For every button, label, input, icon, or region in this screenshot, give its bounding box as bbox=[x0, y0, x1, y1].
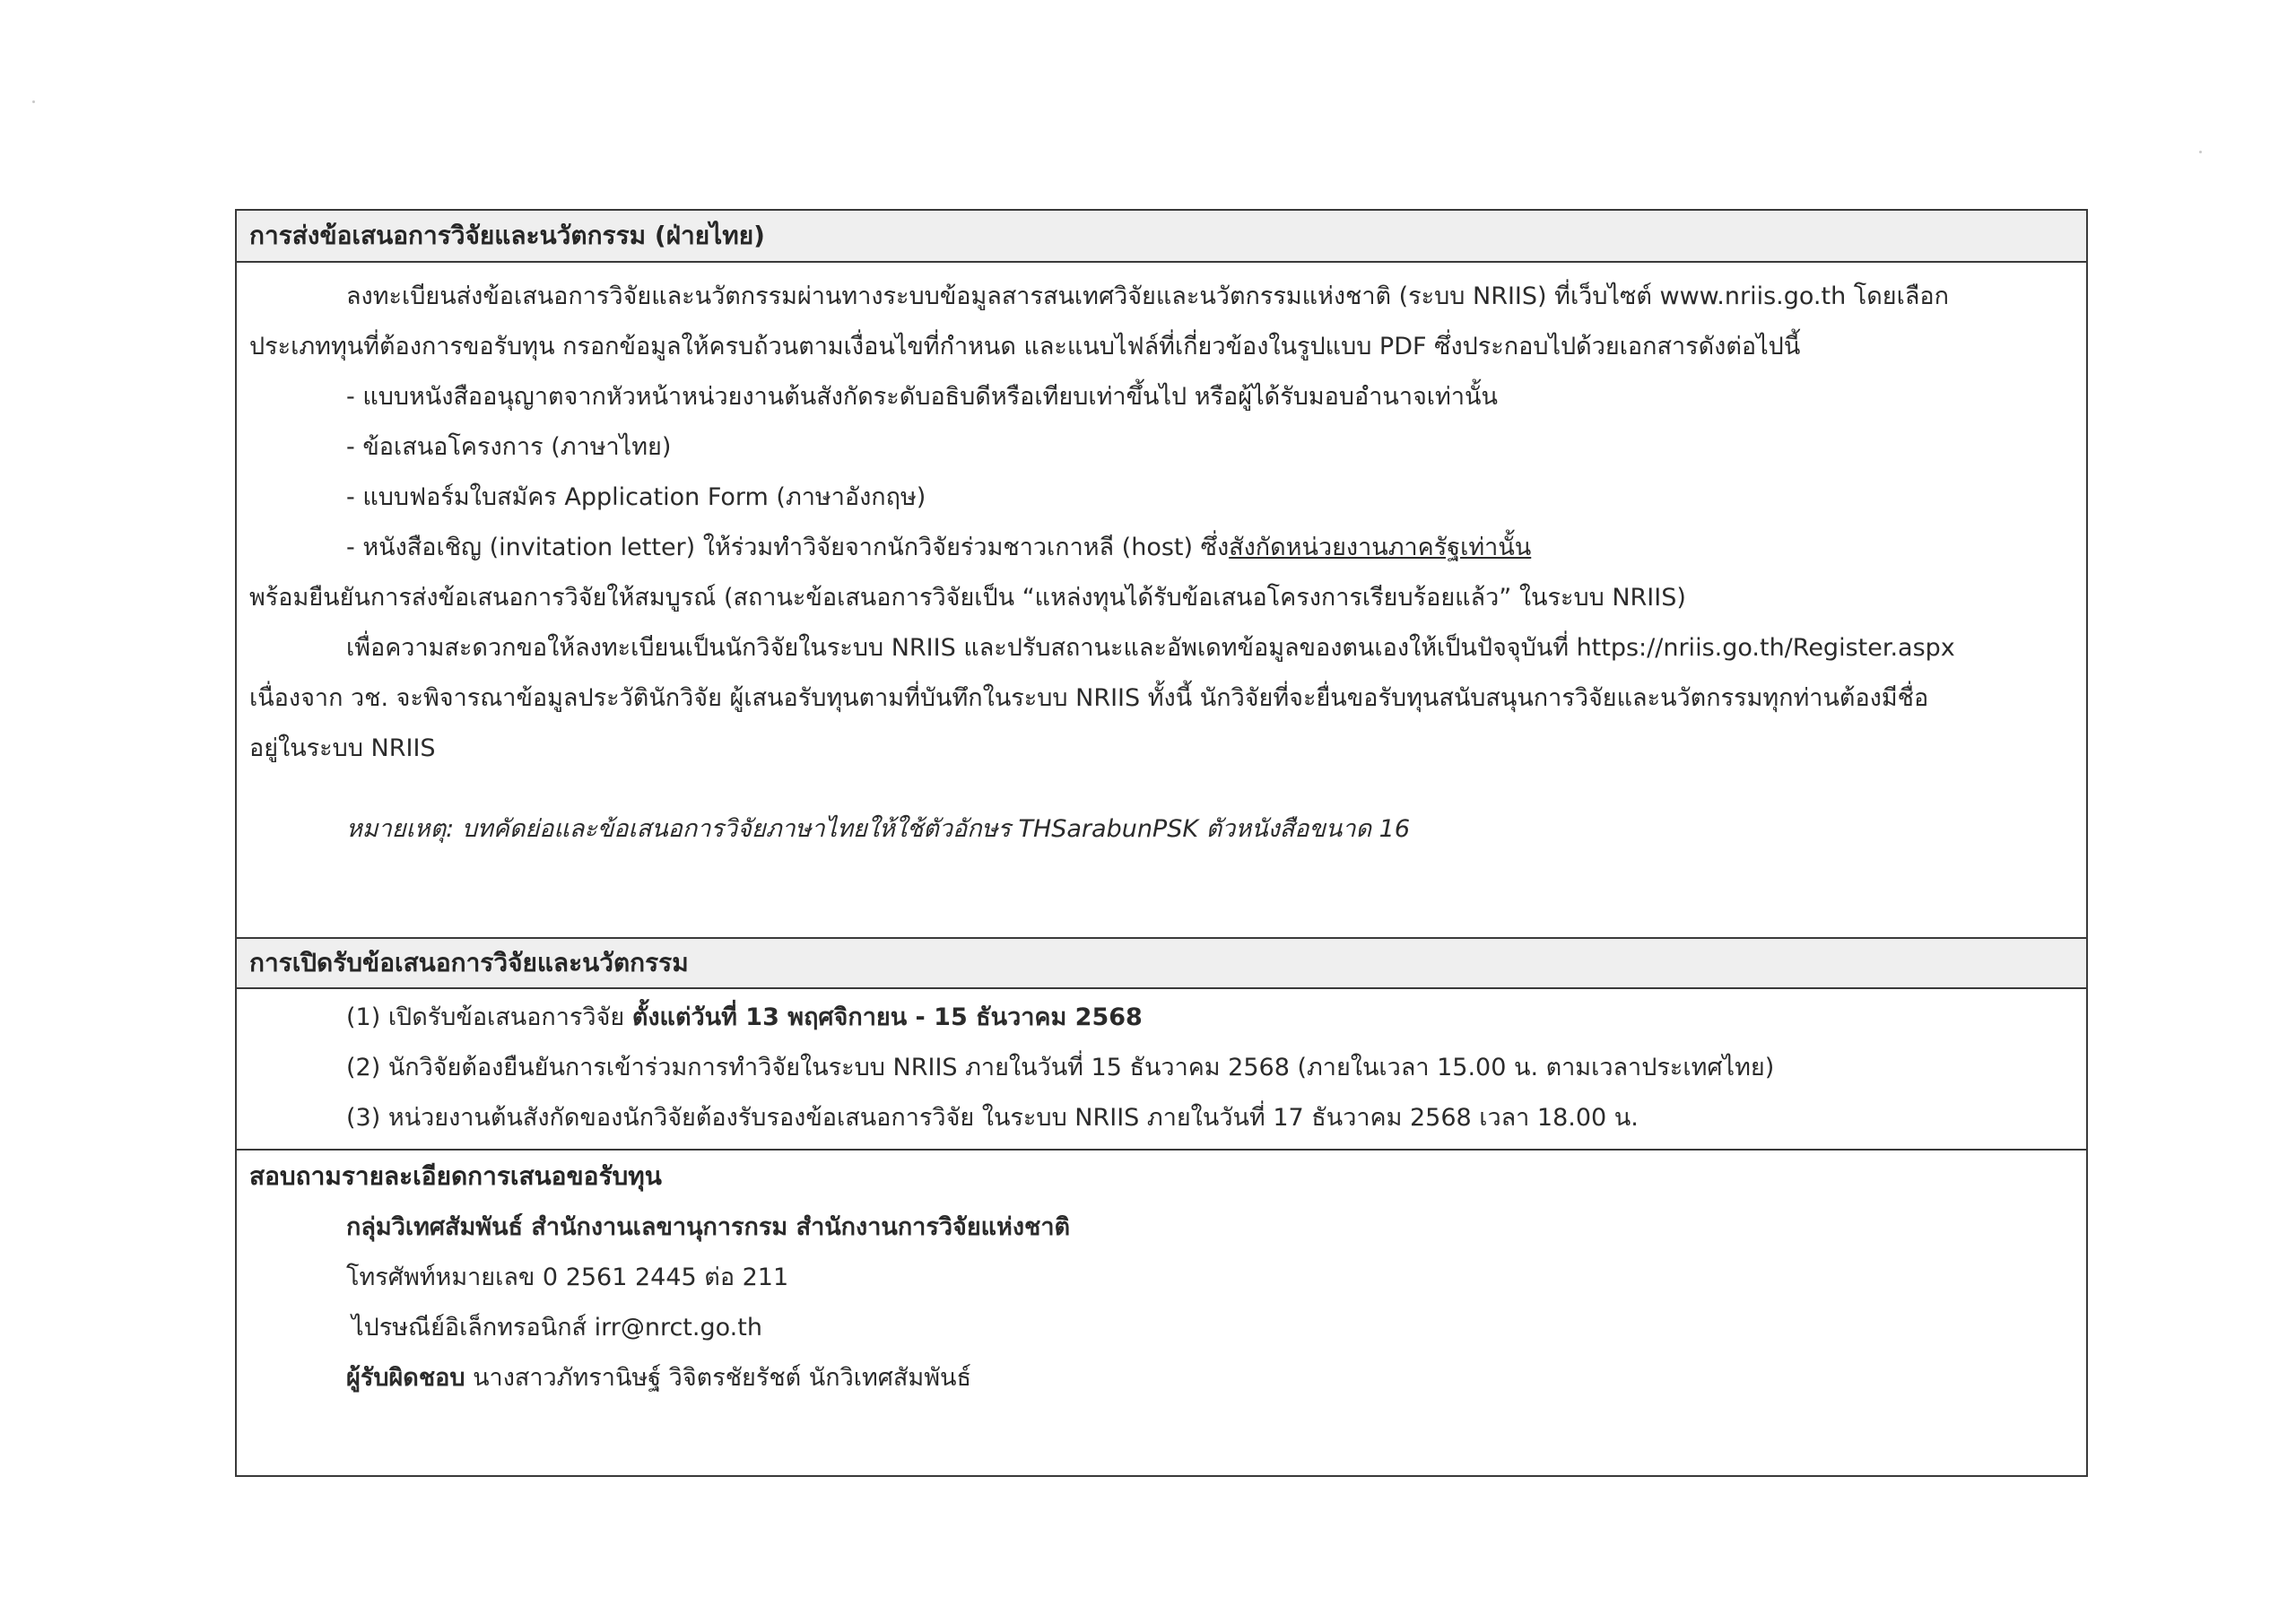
contact-email: ไปรษณีย์อิเล็กทรอนิกส์ irr@nrct.go.th bbox=[352, 1314, 762, 1342]
schedule-item-text: (1) เปิดรับข้อเสนอการวิจัย bbox=[346, 1003, 632, 1031]
section-submission-body bbox=[237, 263, 2086, 937]
spacer bbox=[249, 774, 2074, 804]
document-item-text: - หนังสือเชิญ (invitation letter) ให้ร่วมทำวิจัยจากนักวิจัยร่วมชาวเกาหลี (host) ซึ่ง bbox=[346, 534, 1230, 561]
contact-person-label: ผู้รับผิดชอบ bbox=[346, 1364, 465, 1392]
document-item: - ข้อเสนอโครงการ (ภาษาไทย) bbox=[346, 433, 672, 461]
paragraph-confirmation: พร้อมยืนยันการส่งข้อเสนอการวิจัยให้สมบูรณ์ (สถานะข้อเสนอการวิจัยเป็น “แหล่งทุนได้รับข้อเสนอโครงการเรียบร้อยแล้ว” ในระบบ NRIIS) bbox=[249, 584, 1686, 612]
contact-person bbox=[249, 1353, 2074, 1403]
government-agency-emphasis: สังกัดหน่วยงานภาครัฐเท่านั้น bbox=[1229, 534, 1532, 561]
schedule-item: (2) นักวิจัยต้องยืนยันการเข้าร่วมการทำวิจัยในระบบ NRIIS ภายในวันที่ 15 ธันวาคม 2568 (ภายในเวลา 15.00 น. ตามเวลาประเทศไทย) bbox=[346, 1054, 1775, 1081]
document-item: - แบบหนังสืออนุญาตจากหัวหน้าหน่วยงานต้นสังกัดระดับอธิบดีหรือเทียบเท่าขึ้นไป หรือผู้ได้รับมอบอำนาจเท่านั้น bbox=[346, 383, 1498, 411]
contact-phone: โทรศัพท์หมายเลข 0 2561 2445 ต่อ 211 bbox=[346, 1264, 789, 1291]
section-submission-heading: การส่งข้อเสนอการวิจัยและนวัตกรรม (ฝ่ายไทย) bbox=[237, 211, 2086, 263]
paragraph-registration-line2: ประเภททุนที่ต้องการขอรับทุน กรอกข้อมูลให้ครบถ้วนตามเงื่อนไขที่กำหนด และแนบไฟล์ที่เกี่ยวข้องในรูปแบบ PDF ซึ่งประกอบไปด้วยเอกสารดังต่อไปนี้ bbox=[249, 333, 1801, 360]
scan-speck bbox=[32, 100, 35, 103]
section-contact-heading: สอบถามรายละเอียดการเสนอขอรับทุน bbox=[249, 1161, 662, 1191]
section-opening-body bbox=[237, 989, 2086, 1149]
section-opening-heading: การเปิดรับข้อเสนอการวิจัยและนวัตกรรม bbox=[237, 937, 2086, 989]
document-item bbox=[249, 523, 2074, 573]
contact-person-name: นางสาวภัทรานิษฐ์ วิจิตรชัยรัชต์ นักวิเทศสัมพันธ์ bbox=[465, 1364, 971, 1392]
paragraph-register-line1: เพื่อความสะดวกขอให้ลงทะเบียนเป็นนักวิจัยในระบบ NRIIS และปรับสถานะและอัพเดทข้อมูลของตนเองให้เป็นปัจจุบันที่ https://nriis.go.th/Register.aspx bbox=[346, 634, 1955, 662]
document-item: - แบบฟอร์มใบสมัคร Application Form (ภาษาอังกฤษ) bbox=[346, 483, 926, 511]
contact-organization: กลุ่มวิเทศสัมพันธ์ สำนักงานเลขานุการกรม สำนักงานการวิจัยแห่งชาติ bbox=[346, 1213, 1071, 1241]
paragraph-register-line3: อยู่ในระบบ NRIIS bbox=[249, 734, 436, 762]
scan-speck bbox=[2199, 151, 2202, 153]
schedule-item: (3) หน่วยงานต้นสังกัดของนักวิจัยต้องรับรองข้อเสนอการวิจัย ในระบบ NRIIS ภายในวันที่ 17 ธันวาคม 2568 เวลา 18.00 น. bbox=[346, 1104, 1639, 1132]
font-note: หมายเหตุ: บทคัดย่อและข้อเสนอการวิจัยภาษาไทยให้ใช้ตัวอักษร THSarabunPSK ตัวหนังสือขนาด 16 bbox=[346, 815, 1411, 843]
paragraph-registration-line1: ลงทะเบียนส่งข้อเสนอการวิจัยและนวัตกรรมผ่านทางระบบข้อมูลสารสนเทศวิจัยและนวัตกรรมแห่งชาติ (ระบบ NRIIS) ที่เว็บไซต์ www.nriis.go.th โดยเลือก bbox=[346, 282, 1949, 310]
submission-period: ตั้งแต่วันที่ 13 พฤศจิกายน - 15 ธันวาคม 2568 bbox=[631, 1003, 1143, 1031]
section-contact bbox=[237, 1149, 2086, 1475]
info-table bbox=[235, 209, 2088, 1477]
paragraph-register-line2: เนื่องจาก วช. จะพิจารณาข้อมูลประวัตินักวิจัย ผู้เสนอรับทุนตามที่บันทึกในระบบ NRIIS ทั้งนี้ นักวิจัยที่จะยื่นขอรับทุนสนับสนุนการวิจัยและนวัตกรรมทุกท่านต้องมีชื่อ bbox=[249, 684, 1929, 712]
schedule-item bbox=[249, 993, 2074, 1043]
